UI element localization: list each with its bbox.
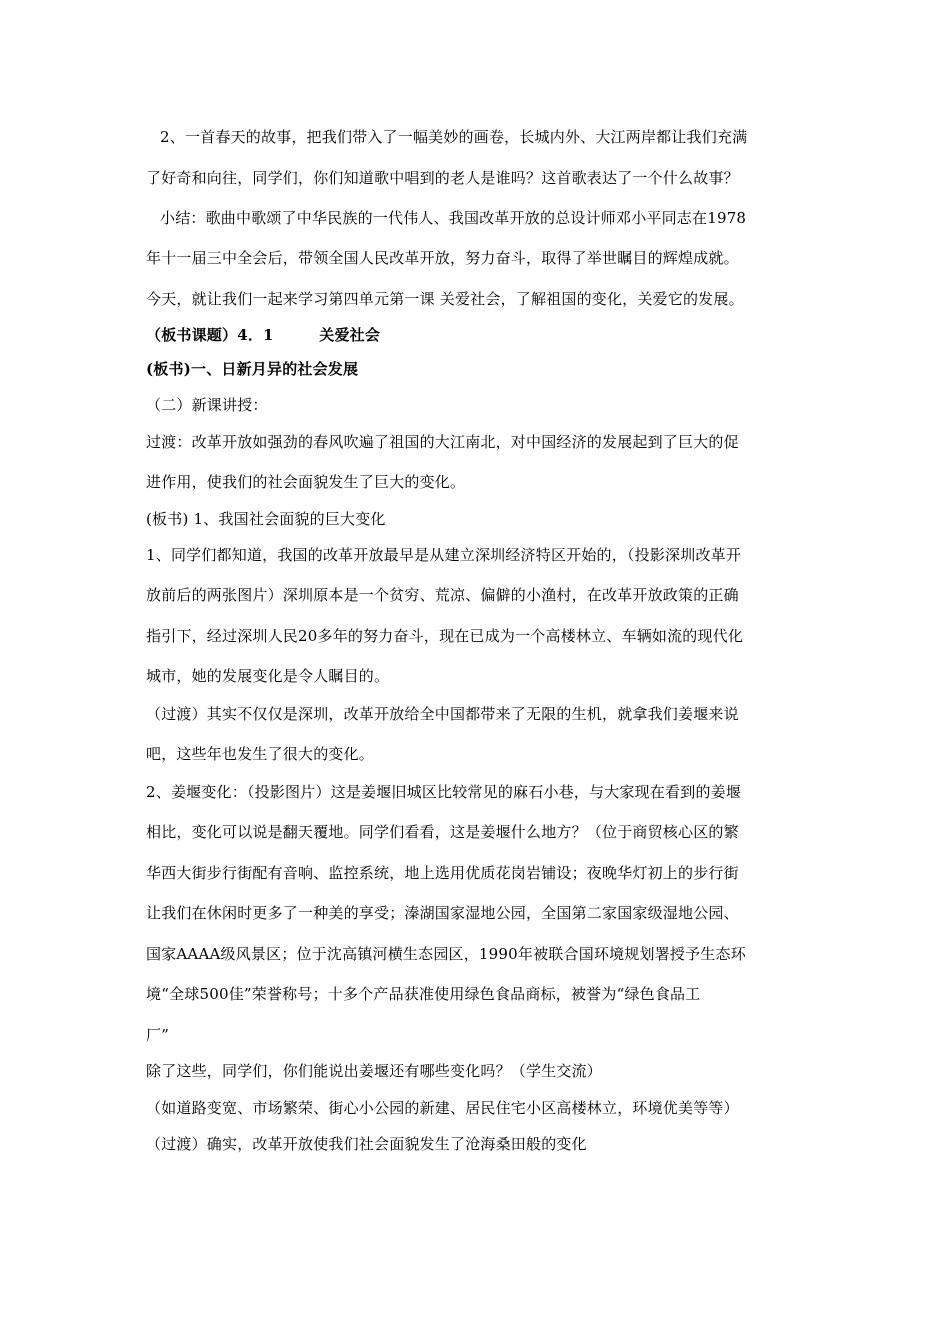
board-title-heading: （板书课题）4．1 关爱社会: [146, 326, 381, 344]
question-line: 除了这些，同学们，你们能说出姜堰还有哪些变化吗？（学生交流）: [146, 1062, 603, 1080]
new-lesson-heading: （二）新课讲授：: [146, 396, 268, 414]
jiangyan-line-2: 相比，变化可以说是翻天覆地。同学们看看，这是姜堰什么地方？（位于商贸核心区的繁: [146, 823, 739, 841]
summary-line-3: 今天，就让我们一起来学习第四单元第一课 关爱社会，了解祖国的变化，关爱它的发展。: [146, 290, 744, 308]
jiangyan-line-1: 2、姜堰变化：（投影图片）这是姜堰旧城区比较常见的麻石小巷，与大家现在看到的姜堰: [146, 783, 742, 801]
jiangyan-line-6: 境“全球500佳”荣誉称号；十多个产品获准使用绿色食品商标，被誉为“绿色食品工: [146, 985, 701, 1003]
transition-line-1: 过渡：改革开放如强劲的春风吹遍了祖国的大江南北，对中国经济的发展起到了巨大的促: [146, 433, 739, 451]
jiangyan-transition-line-2: 吧，这些年也发生了很大的变化。: [146, 745, 375, 763]
paragraph-line-2: 了好奇和向往，同学们，你们知道歌中唱到的老人是谁吗？这首歌表达了一个什么故事？: [146, 169, 739, 187]
shenzhen-line-2: 放前后的两张图片）深圳原本是一个贫穷、荒凉、偏僻的小渔村，在改革开放政策的正确: [146, 586, 739, 604]
jiangyan-line-3: 华西大街步行街配有音响、监控系统，地上选用优质花岗岩铺设；夜晚华灯初上的步行街: [146, 864, 739, 882]
transition-line-2: 进作用，使我们的社会面貌发生了巨大的变化。: [146, 473, 466, 491]
board-section-heading: (板书)一、日新月异的社会发展: [146, 360, 359, 378]
summary-line-1: 小结：歌曲中歌颂了中华民族的一代伟人、我国改革开放的总设计师邓小平同志在1978: [160, 209, 747, 227]
jiangyan-line-4: 让我们在休闲时更多了一种美的享受；溱湖国家湿地公园，全国第二家国家级湿地公园、: [146, 904, 739, 922]
jiangyan-line-7: 厂”: [146, 1026, 170, 1044]
paragraph-line-1: 2、一首春天的故事，把我们带入了一幅美妙的画卷，长城内外、大江两岸都让我们充满: [160, 128, 748, 146]
shenzhen-line-4: 城市，她的发展变化是令人瞩目的。: [146, 667, 390, 685]
summary-line-2: 年十一届三中全会后，带领全国人民改革开放，努力奋斗，取得了举世瞩目的辉煌成就。: [146, 249, 739, 267]
closing-transition-line: （过渡）确实，改革开放使我们社会面貌发生了沧海桑田般的变化: [146, 1135, 587, 1153]
shenzhen-line-3: 指引下，经过深圳人民20多年的努力奋斗，现在已成为一个高楼林立、车辆如流的现代化: [146, 627, 744, 645]
jiangyan-transition-line-1: （过渡）其实不仅仅是深圳，改革开放给全中国都带来了无限的生机，就拿我们姜堰来说: [146, 705, 739, 723]
shenzhen-line-1: 1、同学们都知道，我国的改革开放最早是从建立深圳经济特区开始的，（投影深圳改革开: [146, 546, 742, 564]
jiangyan-line-5: 国家AAAA级风景区；位于沈高镇河横生态园区，1990年被联合国环境规划署授予生态环: [146, 945, 746, 963]
student-answer-line: （如道路变宽、市场繁荣、街心小公园的新建、居民住宅小区高楼林立，环境优美等等）: [146, 1099, 739, 1117]
board-subheading: (板书) 1、我国社会面貌的巨大变化: [146, 510, 386, 528]
